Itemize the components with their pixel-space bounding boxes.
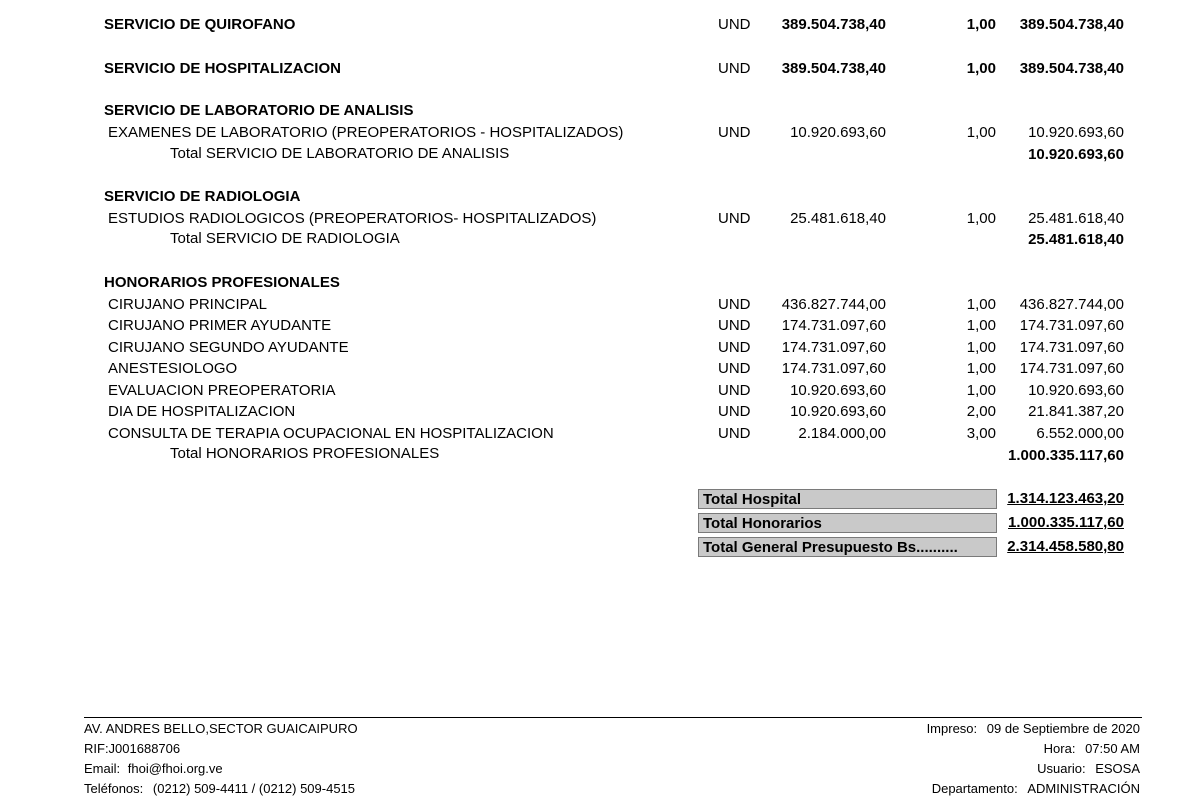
- price-cell: 174.731.097,60: [781, 317, 886, 334]
- amount-cell: 174.731.097,60: [1019, 360, 1124, 377]
- footer-dept: ADMINISTRACIÓN: [1027, 781, 1140, 796]
- item-description: CONSULTA DE TERAPIA OCUPACIONAL EN HOSPITALIZACION: [108, 425, 554, 442]
- qty-cell: 1,00: [966, 382, 996, 399]
- footer-dept-line: [932, 781, 1140, 797]
- unit-cell: UND: [718, 317, 751, 334]
- unit-cell: UND: [718, 339, 751, 356]
- amount-cell: 389.504.738,40: [1019, 60, 1124, 77]
- unit-cell: UND: [718, 210, 751, 227]
- footer-email-line: [84, 761, 223, 777]
- summary-label-general: Total General Presupuesto Bs..........: [698, 537, 997, 557]
- footer-phones-label: Teléfonos:: [84, 781, 144, 796]
- footer-phones-line: [84, 781, 355, 797]
- unit-cell: UND: [718, 124, 751, 141]
- qty-cell: 1,00: [966, 317, 996, 334]
- summary-value-general: 2.314.458.580,80: [1007, 538, 1124, 555]
- item-description: CIRUJANO SEGUNDO AYUDANTE: [108, 339, 349, 356]
- footer-divider: [84, 717, 1142, 718]
- footer-printed-label: Impreso:: [926, 721, 978, 736]
- unit-cell: UND: [718, 425, 751, 442]
- unit-cell: UND: [718, 16, 751, 33]
- unit-cell: UND: [718, 403, 751, 420]
- qty-cell: 2,00: [966, 403, 996, 420]
- item-description: ANESTESIOLOGO: [108, 360, 238, 377]
- section-total-value: 10.920.693,60: [1028, 146, 1124, 163]
- footer-user: ESOSA: [1095, 761, 1140, 776]
- section-total-value: 25.481.618,40: [1028, 231, 1124, 248]
- section-title-quirofano: SERVICIO DE QUIROFANO: [104, 16, 296, 33]
- price-cell: 174.731.097,60: [781, 360, 886, 377]
- amount-cell: 10.920.693,60: [1028, 124, 1124, 141]
- qty-cell: 1,00: [966, 16, 996, 33]
- qty-cell: 1,00: [966, 296, 996, 313]
- summary-value-honorarios: 1.000.335.117,60: [1008, 514, 1124, 531]
- price-cell: 389.504.738,40: [781, 16, 886, 33]
- footer-rif: RIF:J001688706: [84, 741, 181, 756]
- footer-time-label: Hora:: [1043, 741, 1076, 756]
- qty-cell: 1,00: [966, 339, 996, 356]
- footer-user-line: [1037, 761, 1140, 777]
- amount-cell: 25.481.618,40: [1028, 210, 1124, 227]
- qty-cell: 1,00: [966, 124, 996, 141]
- amount-cell: 174.731.097,60: [1019, 317, 1124, 334]
- section-total-value: 1.000.335.117,60: [1008, 447, 1124, 464]
- price-cell: 436.827.744,00: [781, 296, 886, 313]
- footer-time-line: [1044, 741, 1140, 757]
- summary-value-hospital: 1.314.123.463,20: [1007, 490, 1124, 507]
- unit-cell: UND: [718, 360, 751, 377]
- unit-cell: UND: [718, 382, 751, 399]
- price-cell: 25.481.618,40: [790, 210, 886, 227]
- amount-cell: 6.552.000,00: [1036, 425, 1124, 442]
- unit-cell: UND: [718, 60, 751, 77]
- footer-dept-label: Departamento:: [931, 781, 1018, 796]
- footer-email: fhoi@fhoi.org.ve: [127, 761, 223, 776]
- price-cell: 2.184.000,00: [798, 425, 886, 442]
- unit-cell: UND: [718, 296, 751, 313]
- price-cell: 10.920.693,60: [790, 124, 886, 141]
- amount-cell: 10.920.693,60: [1028, 382, 1124, 399]
- qty-cell: 3,00: [966, 425, 996, 442]
- section-title-hospitalizacion: SERVICIO DE HOSPITALIZACION: [104, 60, 341, 77]
- amount-cell: 389.504.738,40: [1019, 16, 1124, 33]
- qty-cell: 1,00: [966, 210, 996, 227]
- price-cell: 389.504.738,40: [781, 60, 886, 77]
- section-title-radiologia: SERVICIO DE RADIOLOGIA: [104, 188, 301, 205]
- item-description: CIRUJANO PRIMER AYUDANTE: [108, 317, 332, 334]
- amount-cell: 21.841.387,20: [1028, 403, 1124, 420]
- footer-time: 07:50 AM: [1085, 741, 1140, 756]
- footer-printed-line: [927, 721, 1140, 737]
- footer-user-label: Usuario:: [1037, 761, 1086, 776]
- price-cell: 10.920.693,60: [790, 382, 886, 399]
- price-cell: 10.920.693,60: [790, 403, 886, 420]
- item-description: EVALUACION PREOPERATORIA: [108, 382, 336, 399]
- section-total-label: Total SERVICIO DE LABORATORIO DE ANALISIS: [170, 145, 510, 162]
- footer-address: AV. ANDRES BELLO,SECTOR GUAICAIPURO: [84, 721, 358, 736]
- qty-cell: 1,00: [966, 60, 996, 77]
- footer-email-label: Email:: [84, 761, 121, 776]
- section-total-label: Total SERVICIO DE RADIOLOGIA: [170, 230, 400, 247]
- section-title-honorarios: HONORARIOS PROFESIONALES: [104, 274, 340, 291]
- footer-phones: (0212) 509-4411 / (0212) 509-4515: [152, 781, 356, 796]
- item-description: DIA DE HOSPITALIZACION: [108, 403, 296, 420]
- item-description: ESTUDIOS RADIOLOGICOS (PREOPERATORIOS- HOSPITALIZADOS): [108, 210, 597, 227]
- item-description: EXAMENES DE LABORATORIO (PREOPERATORIOS - HOSPITALIZADOS): [108, 124, 624, 141]
- amount-cell: 174.731.097,60: [1019, 339, 1124, 356]
- price-cell: 174.731.097,60: [781, 339, 886, 356]
- summary-label-hospital: Total Hospital: [698, 489, 997, 509]
- item-description: CIRUJANO PRINCIPAL: [108, 296, 267, 313]
- footer-printed-date: 09 de Septiembre de 2020: [986, 721, 1140, 736]
- summary-label-honorarios: Total Honorarios: [698, 513, 997, 533]
- section-total-label: Total HONORARIOS PROFESIONALES: [170, 445, 440, 462]
- qty-cell: 1,00: [966, 360, 996, 377]
- amount-cell: 436.827.744,00: [1019, 296, 1124, 313]
- section-title-laboratorio: SERVICIO DE LABORATORIO DE ANALISIS: [104, 102, 414, 119]
